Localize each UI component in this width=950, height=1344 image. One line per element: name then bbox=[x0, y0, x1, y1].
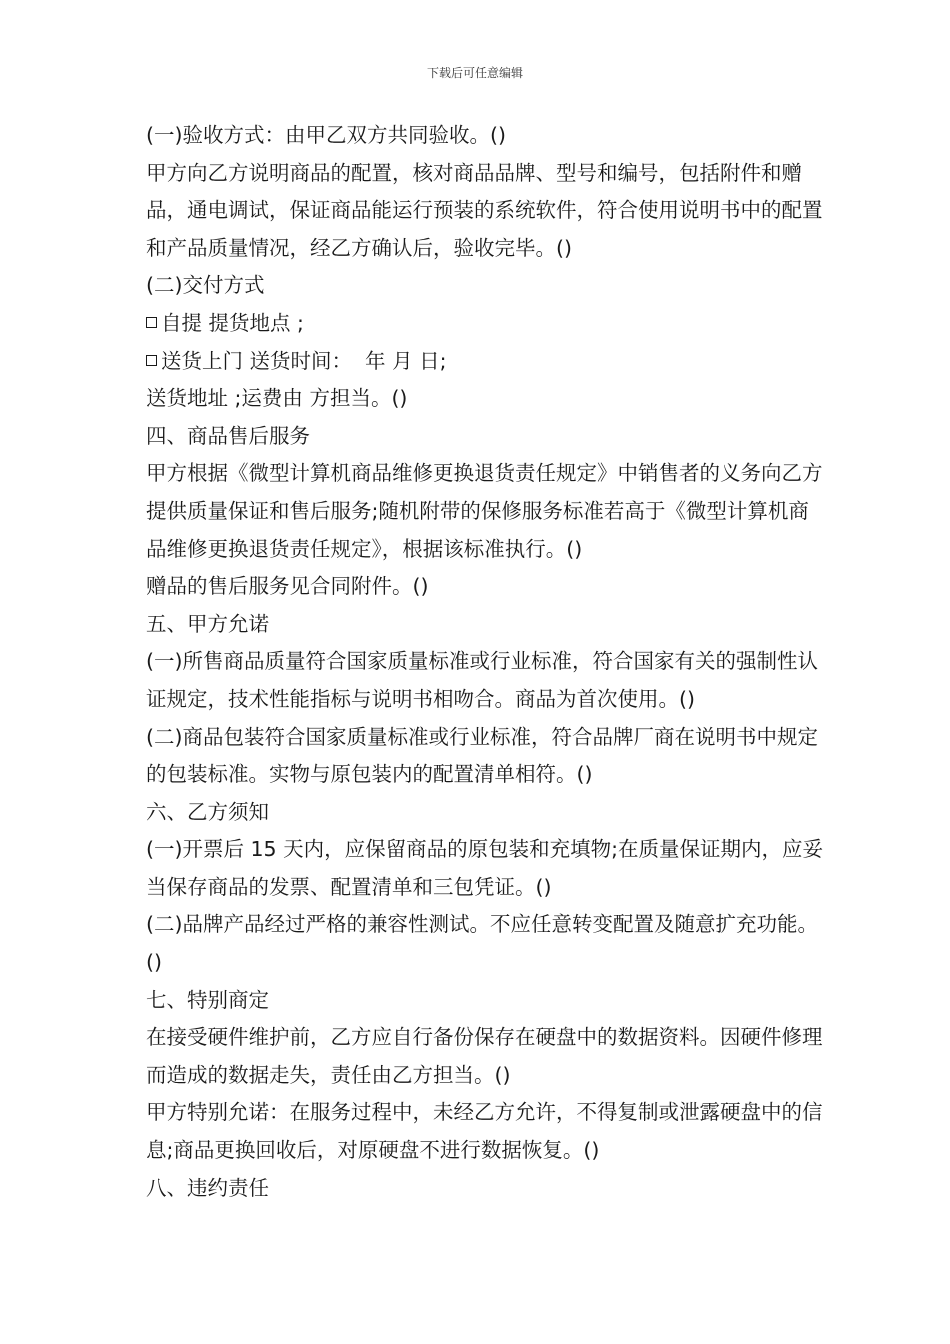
section-heading-liability: 八、违约责任 bbox=[146, 1175, 269, 1200]
page-header: 下载后可任意编辑 bbox=[426, 66, 523, 80]
clause-delivery-method: (二)交付方式 bbox=[146, 273, 265, 298]
section-heading-special-agreement: 七、特别商定 bbox=[146, 987, 269, 1012]
option-self-pickup-label: 自提 提货地点 ; bbox=[161, 310, 304, 335]
section-heading-party-b-notice: 六、乙方须知 bbox=[146, 799, 269, 824]
clause-acceptance-details: 甲方向乙方说明商品的配置，核对商品品牌、型号和编号，包括附件和赠品，通电调试，保证商品能运行预装的系统软件，符合使用说明书中的配置和产品质量情况，经乙方确认后，验收完毕。() bbox=[146, 160, 823, 260]
clause-keep-packaging: (一)开票后 15 天内，应保留商品的原包装和充填物;在质量保证期内，应妥当保存商品的发票、配置清单和三包凭证。() bbox=[146, 837, 824, 899]
document-body bbox=[146, 117, 826, 1207]
clause-acceptance-method: (一)验收方式：由甲乙双方共同验收。() bbox=[146, 123, 506, 147]
section-heading-party-a-commitment: 五、甲方允诺 bbox=[146, 611, 269, 636]
checkbox-home-delivery[interactable] bbox=[146, 355, 157, 366]
clause-product-packaging: (二)商品包装符合国家质量标准或行业标准，符合品牌厂商在说明书中规定的包装标准。实物与原包装内的配置清单相符。() bbox=[146, 724, 818, 787]
clause-after-sales-service: 甲方根据《微型计算机商品维修更换退货责任规定》中销售者的义务向乙方提供质量保证和售后服务;随机附带的保修服务标准若高于《微型计算机商品维修更换退货责任规定》，根据该标准执行。() bbox=[146, 461, 823, 561]
option-home-delivery-label: 送货上门 送货时间： 年 月 日; bbox=[161, 348, 447, 373]
section-heading-after-sales: 四、商品售后服务 bbox=[146, 423, 310, 448]
clause-compatibility: (二)品牌产品经过严格的兼容性测试。不应任意转变配置及随意扩充功能。() bbox=[146, 912, 818, 975]
option-home-delivery bbox=[146, 343, 826, 381]
checkbox-self-pickup[interactable] bbox=[146, 317, 157, 328]
clause-gift-after-sales: 赠品的售后服务见合同附件。() bbox=[146, 574, 429, 599]
clause-product-quality: (一)所售商品质量符合国家质量标准或行业标准，符合国家有关的强制性认证规定，技术性能指标与说明书相吻合。商品为首次使用。() bbox=[146, 649, 818, 711]
option-self-pickup bbox=[146, 305, 826, 343]
clause-delivery-address: 送货地址 ;运费由 方担当。() bbox=[146, 386, 408, 411]
clause-data-privacy: 甲方特别允诺：在服务过程中，未经乙方允许，不得复制或泄露硬盘中的信息;商品更换回收后，对原硬盘不进行数据恢复。() bbox=[146, 1100, 823, 1163]
clause-data-backup: 在接受硬件维护前，乙方应自行备份保存在硬盘中的数据资料。因硬件修理而造成的数据走失，责任由乙方担当。() bbox=[146, 1025, 823, 1087]
